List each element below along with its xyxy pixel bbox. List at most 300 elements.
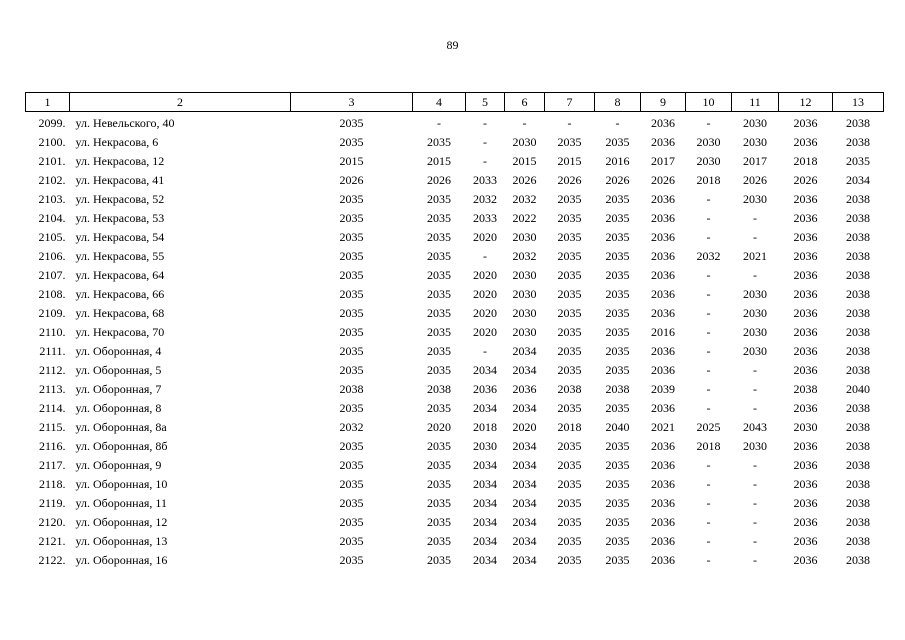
- year-cell: 2035: [557, 192, 582, 206]
- year-cell: 2035: [339, 268, 364, 282]
- year-cell: 2033: [473, 173, 497, 187]
- year-cell: 2038: [846, 230, 870, 244]
- address-cell: ул. Некрасова, 12: [75, 154, 165, 168]
- year-cell: 2020: [473, 268, 497, 282]
- year-cell: 2035: [339, 496, 364, 510]
- year-cell: -: [706, 211, 711, 225]
- year-cell: 2036: [651, 363, 675, 377]
- table-row: [26, 247, 884, 266]
- year-cell: 2035: [557, 230, 582, 244]
- year-cell: 2035: [605, 230, 630, 244]
- year-cell: 2034: [512, 401, 537, 415]
- year-cell: 2035: [605, 496, 630, 510]
- address-cell: ул. Оборонная, 16: [75, 553, 168, 567]
- year-cell: 2017: [651, 154, 675, 168]
- address-cell: ул. Оборонная, 7: [75, 382, 162, 396]
- row-number-cell: 2111.: [39, 344, 66, 358]
- address-cell: ул. Оборонная, 13: [75, 534, 168, 548]
- year-cell: 2038: [846, 363, 870, 377]
- year-cell: 2035: [557, 287, 582, 301]
- year-cell: 2035: [339, 135, 364, 149]
- year-cell: 2026: [605, 173, 630, 187]
- year-cell: -: [753, 553, 757, 567]
- year-cell: -: [706, 116, 711, 130]
- year-cell: 2038: [846, 325, 870, 339]
- row-number-cell: 2112.: [38, 363, 66, 377]
- table-row: [26, 437, 884, 456]
- column-header-12: 12: [779, 93, 833, 112]
- year-cell: 2030: [512, 325, 537, 339]
- year-cell: 2036: [793, 268, 818, 282]
- year-cell: 2032: [696, 249, 721, 263]
- year-cell: 2036: [793, 553, 818, 567]
- year-cell: 2040: [846, 382, 870, 396]
- year-cell: 2030: [743, 135, 767, 149]
- year-cell: 2030: [512, 287, 537, 301]
- year-cell: 2036: [793, 287, 818, 301]
- year-cell: -: [706, 515, 711, 529]
- row-number-cell: 2101.: [38, 154, 66, 168]
- year-cell: 2034: [512, 515, 537, 529]
- year-cell: 2036: [651, 135, 675, 149]
- year-cell: 2036: [651, 306, 675, 320]
- year-cell: 2036: [793, 458, 818, 472]
- year-cell: 2038: [846, 287, 870, 301]
- address-cell: ул. Некрасова, 55: [75, 249, 165, 263]
- year-cell: 2036: [793, 515, 818, 529]
- year-cell: -: [706, 496, 711, 510]
- year-cell: 2035: [427, 135, 451, 149]
- year-cell: 2026: [651, 173, 675, 187]
- row-number-cell: 2120.: [38, 515, 66, 529]
- year-cell: 2036: [473, 382, 497, 396]
- column-header-13: 13: [833, 93, 884, 112]
- table-row: [26, 456, 884, 475]
- row-number-cell: 2117.: [38, 458, 66, 472]
- year-cell: 2035: [427, 325, 451, 339]
- address-cell: ул. Оборонная, 8а: [75, 420, 167, 434]
- year-cell: 2038: [846, 192, 870, 206]
- year-cell: 2026: [427, 173, 451, 187]
- year-cell: 2035: [605, 439, 630, 453]
- row-number-cell: 2121.: [38, 534, 66, 548]
- year-cell: 2035: [557, 268, 582, 282]
- table-row: [26, 171, 884, 190]
- year-cell: -: [483, 344, 487, 358]
- year-cell: 2035: [557, 325, 582, 339]
- year-cell: -: [615, 116, 620, 130]
- year-cell: 2036: [793, 363, 818, 377]
- year-cell: -: [753, 230, 757, 244]
- year-cell: -: [753, 477, 757, 491]
- address-cell: ул. Оборонная, 8: [75, 401, 162, 415]
- row-number-cell: 2113.: [38, 382, 66, 396]
- year-cell: 2038: [846, 268, 870, 282]
- year-cell: 2035: [339, 401, 364, 415]
- year-cell: -: [753, 401, 757, 415]
- year-cell: 2035: [605, 249, 630, 263]
- year-cell: 2025: [696, 420, 721, 434]
- year-cell: 2032: [512, 192, 537, 206]
- year-cell: 2015: [427, 154, 451, 168]
- year-cell: -: [706, 344, 711, 358]
- column-header-6: 6: [505, 93, 545, 112]
- row-number-cell: 2114.: [38, 401, 66, 415]
- year-cell: 2035: [605, 325, 630, 339]
- row-number-cell: 2118.: [38, 477, 66, 491]
- address-cell: ул. Некрасова, 70: [75, 325, 165, 339]
- year-cell: 2034: [473, 534, 497, 548]
- year-cell: 2035: [557, 306, 582, 320]
- year-cell: 2034: [512, 363, 537, 377]
- table-row: [26, 513, 884, 532]
- year-cell: 2035: [339, 477, 364, 491]
- year-cell: 2035: [339, 363, 364, 377]
- year-cell: 2035: [557, 496, 582, 510]
- year-cell: -: [483, 154, 487, 168]
- table-header-row: [26, 93, 884, 112]
- year-cell: 2015: [339, 154, 364, 168]
- year-cell: 2035: [557, 135, 582, 149]
- table-row: [26, 112, 884, 134]
- year-cell: 2035: [557, 553, 582, 567]
- address-cell: ул. Некрасова, 64: [75, 268, 165, 282]
- year-cell: 2035: [339, 230, 364, 244]
- column-header-5: 5: [466, 93, 505, 112]
- year-cell: 2035: [339, 306, 364, 320]
- year-cell: 2035: [605, 458, 630, 472]
- year-cell: 2036: [793, 249, 818, 263]
- year-cell: 2036: [651, 268, 675, 282]
- year-cell: 2015: [512, 154, 537, 168]
- year-cell: 2036: [651, 116, 675, 130]
- table-row: [26, 323, 884, 342]
- year-cell: 2035: [605, 363, 630, 377]
- address-cell: ул. Оборонная, 5: [75, 363, 162, 377]
- year-cell: 2035: [557, 534, 582, 548]
- year-cell: 2034: [473, 477, 497, 491]
- year-cell: 2036: [651, 344, 675, 358]
- year-cell: 2035: [427, 211, 451, 225]
- year-cell: 2035: [605, 344, 630, 358]
- year-cell: 2036: [651, 458, 675, 472]
- year-cell: -: [522, 116, 527, 130]
- year-cell: 2038: [846, 249, 870, 263]
- year-cell: 2035: [427, 515, 451, 529]
- year-cell: 2035: [427, 363, 451, 377]
- year-cell: 2038: [846, 496, 870, 510]
- year-cell: 2032: [473, 192, 497, 206]
- address-cell: ул. Некрасова, 68: [75, 306, 165, 320]
- year-cell: 2035: [427, 306, 451, 320]
- table-row: [26, 285, 884, 304]
- year-cell: 2035: [605, 553, 630, 567]
- year-cell: 2035: [339, 515, 364, 529]
- row-number-cell: 2105.: [38, 230, 66, 244]
- year-cell: 2036: [651, 211, 675, 225]
- year-cell: -: [706, 306, 711, 320]
- row-number-cell: 2110.: [38, 325, 66, 339]
- year-cell: -: [753, 496, 757, 510]
- row-number-cell: 2104.: [38, 211, 66, 225]
- year-cell: 2030: [696, 154, 721, 168]
- column-header-4: 4: [413, 93, 466, 112]
- year-cell: 2035: [557, 458, 582, 472]
- year-cell: 2043: [743, 420, 767, 434]
- year-cell: 2034: [473, 515, 497, 529]
- year-cell: 2034: [512, 458, 537, 472]
- address-cell: ул. Оборонная, 9: [75, 458, 162, 472]
- address-cell: ул. Невельского, 40: [75, 116, 175, 130]
- year-cell: 2038: [846, 344, 870, 358]
- year-cell: 2035: [557, 249, 582, 263]
- year-cell: 2030: [512, 135, 537, 149]
- year-cell: 2035: [427, 477, 451, 491]
- year-cell: 2035: [605, 287, 630, 301]
- year-cell: -: [706, 192, 711, 206]
- year-cell: 2038: [846, 515, 870, 529]
- year-cell: 2034: [512, 496, 537, 510]
- year-cell: 2035: [557, 363, 582, 377]
- table-row: [26, 152, 884, 171]
- column-header-9: 9: [641, 93, 686, 112]
- address-cell: ул. Некрасова, 6: [75, 135, 159, 149]
- address-cell: ул. Некрасова, 66: [75, 287, 165, 301]
- schedule-table: [25, 92, 884, 570]
- year-cell: 2035: [427, 458, 451, 472]
- year-cell: 2036: [651, 515, 675, 529]
- table-body: [26, 112, 884, 571]
- year-cell: 2035: [557, 344, 582, 358]
- year-cell: 2035: [605, 306, 630, 320]
- year-cell: 2036: [651, 439, 675, 453]
- year-cell: 2026: [512, 173, 537, 187]
- table-row: [26, 361, 884, 380]
- address-cell: ул. Оборонная, 11: [75, 496, 167, 510]
- year-cell: -: [437, 116, 441, 130]
- year-cell: 2036: [651, 553, 675, 567]
- year-cell: 2035: [605, 477, 630, 491]
- address-cell: ул. Оборонная, 8б: [75, 439, 168, 453]
- year-cell: 2036: [793, 477, 818, 491]
- address-cell: ул. Некрасова, 52: [75, 192, 165, 206]
- year-cell: 2038: [846, 534, 870, 548]
- year-cell: 2015: [557, 154, 582, 168]
- year-cell: 2038: [339, 382, 364, 396]
- table-row: [26, 209, 884, 228]
- year-cell: 2038: [557, 382, 582, 396]
- year-cell: 2016: [651, 325, 675, 339]
- address-cell: ул. Некрасова, 41: [75, 173, 165, 187]
- year-cell: 2030: [793, 420, 818, 434]
- year-cell: 2035: [339, 553, 364, 567]
- year-cell: 2036: [651, 287, 675, 301]
- year-cell: -: [706, 363, 711, 377]
- year-cell: 2035: [605, 401, 630, 415]
- year-cell: 2021: [743, 249, 767, 263]
- year-cell: 2036: [793, 439, 818, 453]
- year-cell: 2018: [793, 154, 818, 168]
- year-cell: 2035: [605, 211, 630, 225]
- year-cell: 2020: [427, 420, 451, 434]
- year-cell: -: [753, 363, 757, 377]
- year-cell: -: [753, 534, 757, 548]
- year-cell: 2034: [512, 477, 537, 491]
- year-cell: 2035: [339, 325, 364, 339]
- year-cell: 2030: [473, 439, 497, 453]
- year-cell: 2038: [846, 477, 870, 491]
- year-cell: 2038: [605, 382, 630, 396]
- row-number-cell: 2108.: [38, 287, 66, 301]
- row-number-cell: 2102.: [38, 173, 66, 187]
- year-cell: 2035: [427, 192, 451, 206]
- year-cell: 2036: [793, 135, 818, 149]
- year-cell: 2035: [605, 192, 630, 206]
- year-cell: 2022: [512, 211, 537, 225]
- row-number-cell: 2100.: [38, 135, 66, 149]
- year-cell: 2018: [557, 420, 582, 434]
- table-row: [26, 380, 884, 399]
- year-cell: 2020: [512, 420, 537, 434]
- column-header-1: 1: [26, 93, 70, 112]
- year-cell: 2035: [427, 553, 451, 567]
- year-cell: 2020: [473, 230, 497, 244]
- year-cell: 2035: [846, 154, 870, 168]
- year-cell: 2038: [846, 306, 870, 320]
- address-cell: ул. Некрасова, 54: [75, 230, 165, 244]
- year-cell: 2035: [339, 458, 364, 472]
- year-cell: 2036: [651, 534, 675, 548]
- column-header-3: 3: [291, 93, 413, 112]
- year-cell: 2030: [743, 325, 767, 339]
- column-header-2: 2: [70, 93, 291, 112]
- row-number-cell: 2119.: [38, 496, 66, 510]
- year-cell: 2030: [512, 268, 537, 282]
- year-cell: -: [753, 382, 757, 396]
- year-cell: 2038: [846, 401, 870, 415]
- year-cell: 2035: [557, 515, 582, 529]
- year-cell: 2030: [743, 306, 767, 320]
- year-cell: 2036: [651, 230, 675, 244]
- year-cell: 2035: [339, 192, 364, 206]
- year-cell: -: [753, 458, 757, 472]
- year-cell: -: [706, 458, 711, 472]
- year-cell: 2040: [605, 420, 630, 434]
- year-cell: 2038: [793, 382, 818, 396]
- row-number-cell: 2116.: [38, 439, 66, 453]
- year-cell: 2038: [427, 382, 451, 396]
- year-cell: 2034: [512, 534, 537, 548]
- table-row: [26, 494, 884, 513]
- year-cell: 2035: [339, 439, 364, 453]
- year-cell: -: [483, 135, 487, 149]
- year-cell: 2036: [793, 211, 818, 225]
- year-cell: 2034: [473, 496, 497, 510]
- address-cell: ул. Оборонная, 12: [75, 515, 168, 529]
- table-row: [26, 399, 884, 418]
- year-cell: 2036: [793, 116, 818, 130]
- year-cell: -: [706, 534, 711, 548]
- year-cell: 2035: [339, 211, 364, 225]
- year-cell: 2035: [427, 230, 451, 244]
- year-cell: 2035: [557, 439, 582, 453]
- year-cell: 2035: [605, 135, 630, 149]
- year-cell: 2030: [512, 230, 537, 244]
- year-cell: 2038: [846, 439, 870, 453]
- year-cell: 2020: [473, 287, 497, 301]
- year-cell: 2021: [651, 420, 675, 434]
- table-row: [26, 133, 884, 152]
- year-cell: 2036: [793, 534, 818, 548]
- year-cell: 2036: [793, 230, 818, 244]
- year-cell: 2035: [427, 401, 451, 415]
- year-cell: 2035: [427, 439, 451, 453]
- year-cell: 2035: [427, 344, 451, 358]
- year-cell: 2026: [339, 173, 364, 187]
- table-row: [26, 532, 884, 551]
- year-cell: 2036: [651, 477, 675, 491]
- year-cell: 2030: [743, 192, 767, 206]
- year-cell: 2038: [846, 420, 870, 434]
- year-cell: 2017: [743, 154, 767, 168]
- column-header-8: 8: [595, 93, 641, 112]
- year-cell: 2034: [512, 439, 537, 453]
- year-cell: 2035: [339, 249, 364, 263]
- year-cell: 2035: [339, 344, 364, 358]
- year-cell: 2035: [339, 534, 364, 548]
- year-cell: 2036: [793, 496, 818, 510]
- year-cell: 2035: [427, 249, 451, 263]
- year-cell: 2036: [651, 496, 675, 510]
- year-cell: -: [706, 287, 711, 301]
- year-cell: 2018: [696, 439, 721, 453]
- year-cell: 2035: [427, 268, 451, 282]
- column-header-10: 10: [686, 93, 732, 112]
- year-cell: -: [483, 116, 487, 130]
- year-cell: 2030: [743, 287, 767, 301]
- row-number-cell: 2115.: [38, 420, 66, 434]
- row-number-cell: 2107.: [38, 268, 66, 282]
- year-cell: 2034: [473, 401, 497, 415]
- year-cell: 2036: [651, 401, 675, 415]
- row-number-cell: 2103.: [38, 192, 66, 206]
- year-cell: 2018: [473, 420, 497, 434]
- row-number-cell: 2109.: [38, 306, 66, 320]
- year-cell: 2035: [557, 211, 582, 225]
- year-cell: 2030: [743, 116, 767, 130]
- column-header-7: 7: [545, 93, 595, 112]
- table-row: [26, 266, 884, 285]
- year-cell: 2034: [512, 553, 537, 567]
- year-cell: 2036: [793, 192, 818, 206]
- table-row: [26, 342, 884, 361]
- year-cell: 2020: [473, 306, 497, 320]
- year-cell: 2035: [427, 496, 451, 510]
- year-cell: 2030: [743, 439, 767, 453]
- year-cell: 2036: [651, 249, 675, 263]
- year-cell: -: [706, 382, 711, 396]
- year-cell: -: [706, 553, 711, 567]
- page-number: 89: [446, 38, 459, 52]
- year-cell: -: [706, 268, 711, 282]
- year-cell: 2026: [743, 173, 767, 187]
- year-cell: 2036: [793, 325, 818, 339]
- year-cell: 2020: [473, 325, 497, 339]
- table-row: [26, 551, 884, 570]
- year-cell: 2038: [846, 458, 870, 472]
- year-cell: -: [483, 249, 487, 263]
- year-cell: 2036: [793, 401, 818, 415]
